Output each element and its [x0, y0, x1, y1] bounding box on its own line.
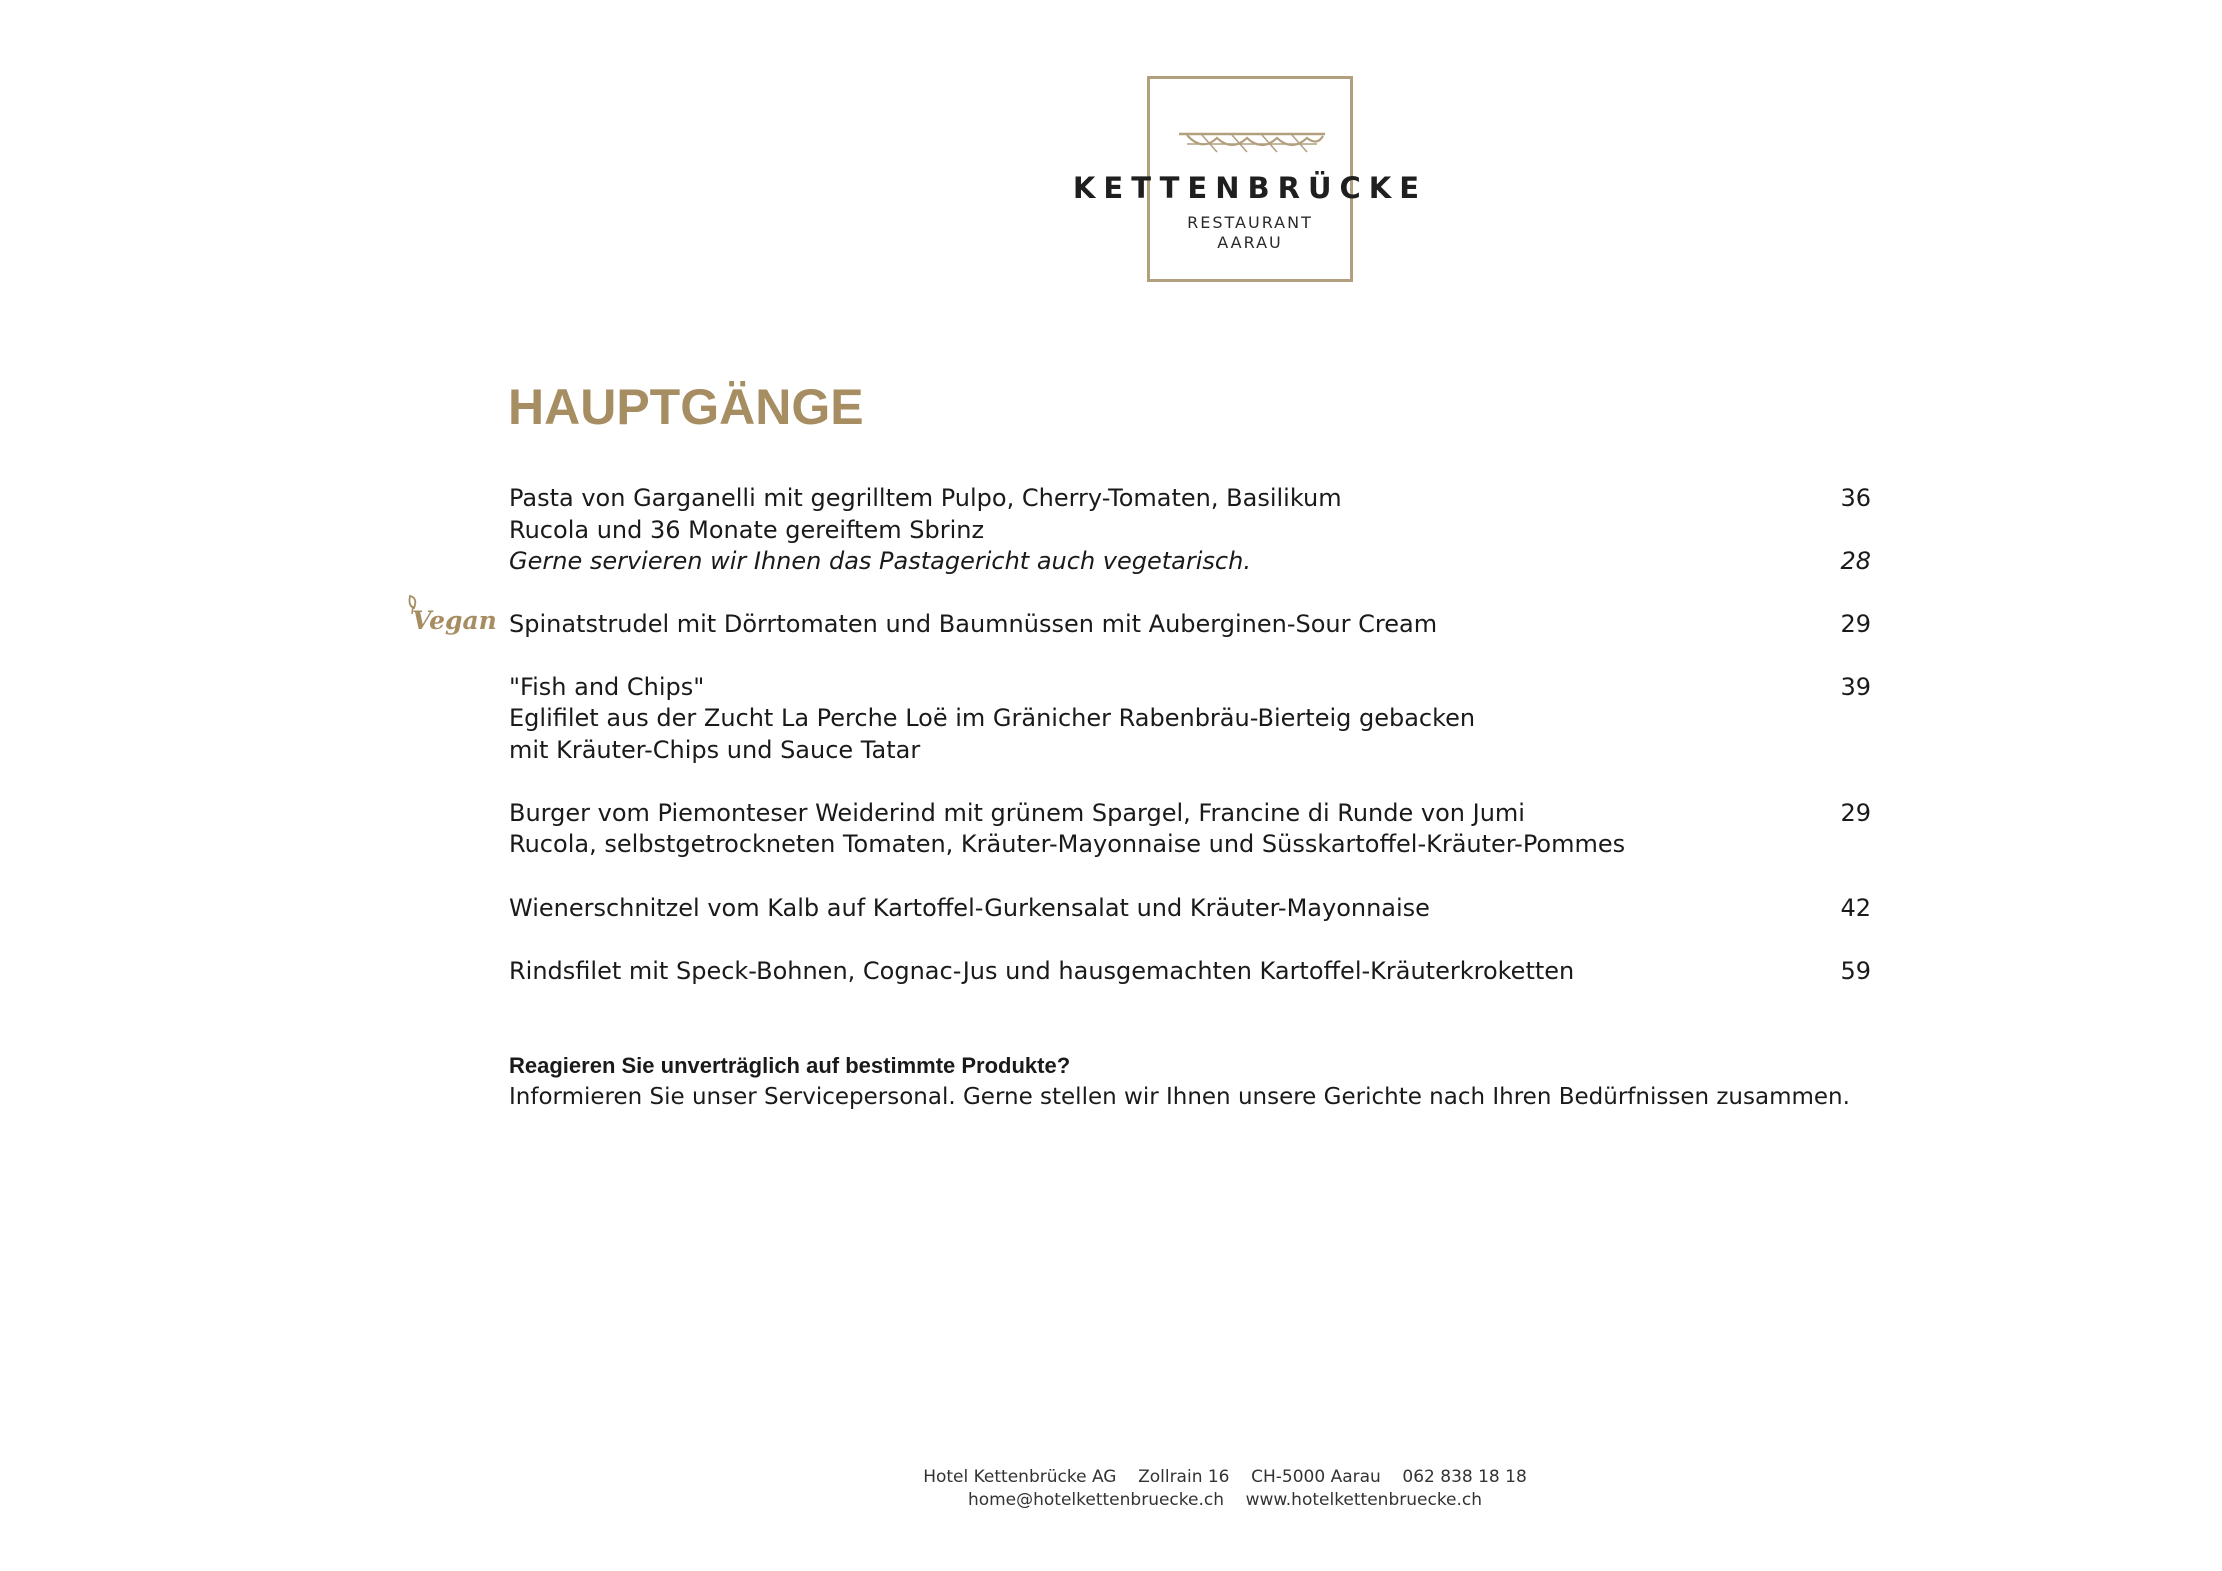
logo-name: KETTENBRÜCKE: [1072, 171, 1428, 205]
dish-5-price: 42: [1840, 894, 1871, 922]
page-title: HAUPTGÄNGE: [508, 379, 864, 435]
allergy-note-heading: Reagieren Sie unverträglich auf bestimmte Produkte?: [509, 1053, 1071, 1078]
dish-4-price: 29: [1840, 799, 1871, 827]
dish-1-line-1: Pasta von Garganelli mit gegrilltem Pulpo, Cherry-Tomaten, Basilikum: [509, 484, 1342, 512]
dish-3-price: 39: [1840, 673, 1871, 701]
dish-3-line-3: mit Kräuter-Chips und Sauce Tatar: [509, 736, 921, 764]
dish-3-line-1: "Fish and Chips": [509, 673, 705, 701]
footer-contact: home@hotelkettenbruecke.ch www.hotelkettenbruecke.ch: [967, 1490, 1483, 1510]
dish-2-price: 29: [1840, 610, 1871, 638]
dish-4-line-2: Rucola, selbstgetrockneten Tomaten, Kräuter-Mayonnaise und Süsskartoffel-Kräuter-Pommes: [509, 830, 1626, 858]
dish-1-note: Gerne servieren wir Ihnen das Pastagericht auch vegetarisch.: [509, 547, 1251, 575]
dish-6-line-1: Rindsfilet mit Speck-Bohnen, Cognac-Jus und hausgemachten Kartoffel-Kräuterkroketten: [509, 957, 1575, 985]
dish-6-price: 59: [1840, 957, 1871, 985]
dish-2-line-1: Spinatstrudel mit Dörrtomaten und Baumnüssen mit Auberginen-Sour Cream: [509, 610, 1438, 638]
logo-subtitle-city: AARAU: [1217, 233, 1283, 252]
footer-address: Hotel Kettenbrücke AG Zollrain 16 CH-5000 Aarau 062 838 18 18: [923, 1467, 1527, 1487]
logo-subtitle-restaurant: RESTAURANT: [1187, 213, 1313, 232]
allergy-note-text: Informieren Sie unser Servicepersonal. Gerne stellen wir Ihnen unsere Gerichte nach Ihren Bedürfnissen zusammen.: [509, 1084, 1850, 1110]
dish-1-price: 36: [1840, 484, 1871, 512]
dish-4-line-1: Burger vom Piemonteser Weiderind mit grünem Spargel, Francine di Runde von Jumi: [509, 799, 1525, 827]
vegan-label: Vegan: [412, 606, 497, 635]
dish-5-line-1: Wienerschnitzel vom Kalb auf Kartoffel-Gurkensalat und Kräuter-Mayonnaise: [509, 894, 1430, 922]
dish-3-line-2: Eglifilet aus der Zucht La Perche Loë im Gränicher Rabenbräu-Bierteig gebacken: [509, 704, 1476, 732]
bridge-logo-icon: [1177, 130, 1327, 160]
dish-1-note-price: 28: [1840, 547, 1871, 575]
dish-1-line-2: Rucola und 36 Monate gereiftem Sbrinz: [509, 516, 985, 544]
